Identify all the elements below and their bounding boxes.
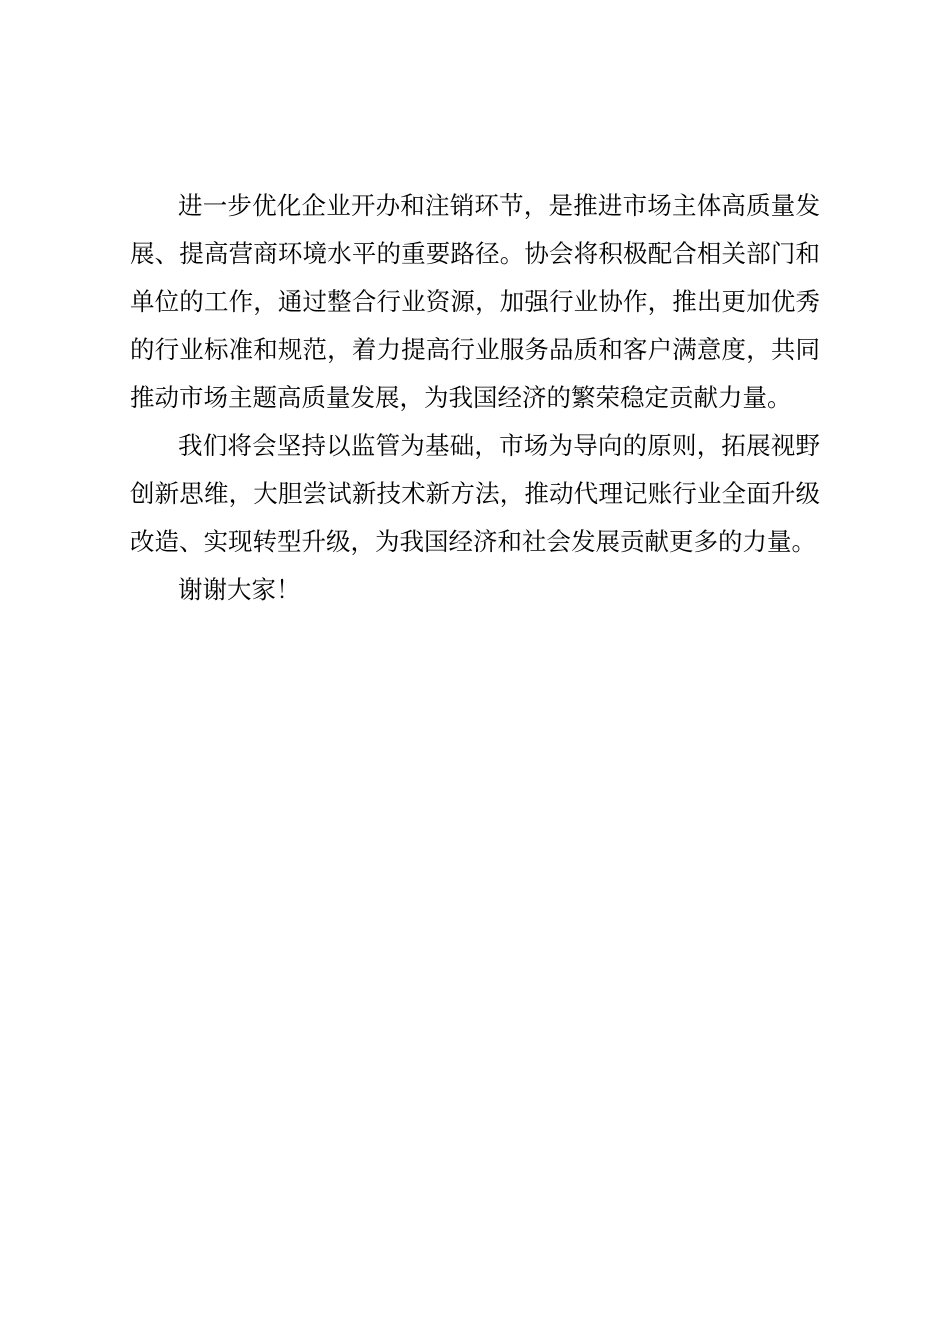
paragraph-line: 展、提高营商环境水平的重要路径。协会将积极配合相关部门和 <box>130 239 820 268</box>
paragraph-line: 的行业标准和规范，着力提高行业服务品质和客户满意度，共同 <box>130 335 820 364</box>
paragraph-line: 进一步优化企业开办和注销环节，是推进市场主体高质量发 <box>178 191 820 220</box>
paragraph-3 <box>130 566 820 614</box>
paragraph-line: 推动市场主题高质量发展，为我国经济的繁荣稳定贡献力量。 <box>130 383 792 412</box>
paragraph-line: 创新思维，大胆尝试新技术新方法，推动代理记账行业全面升级 <box>130 479 820 508</box>
paragraph-line: 改造、实现转型升级，为我国经济和社会发展贡献更多的力量。 <box>130 527 816 556</box>
body-text <box>130 182 820 614</box>
paragraph-line: 我们将会坚持以监管为基础，市场为导向的原则，拓展视野 <box>178 431 820 460</box>
closing-line: 谢谢大家！ <box>178 575 301 604</box>
paragraph-2 <box>130 422 820 566</box>
paragraph-line: 单位的工作，通过整合行业资源，加强行业协作，推出更加优秀 <box>130 287 820 316</box>
paragraph-1 <box>130 182 820 422</box>
